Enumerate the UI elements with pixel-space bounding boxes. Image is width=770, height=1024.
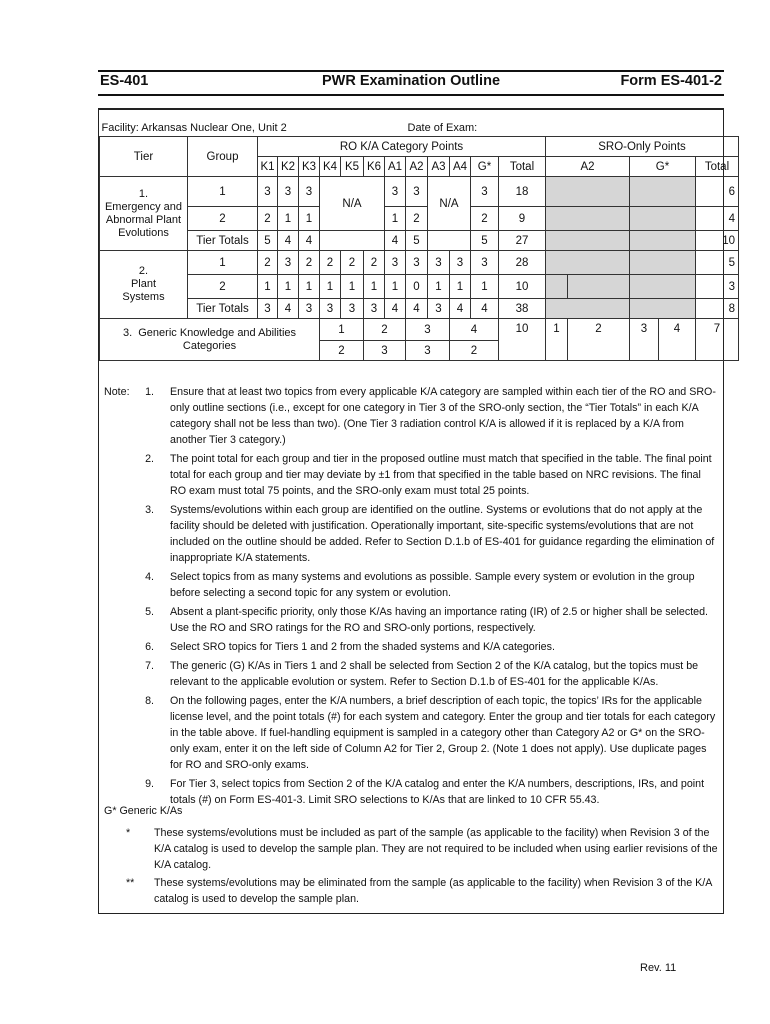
group-header: Group: [188, 137, 258, 177]
form-number: ES-401: [100, 73, 149, 89]
notes-section: [104, 384, 716, 808]
t2-g2-k4: 1: [320, 275, 341, 299]
col-a4: A4: [450, 157, 471, 177]
t1-g2-g: 2: [471, 207, 499, 231]
t2-g2-sro-a2-left: [546, 275, 568, 299]
t2-tt-k1: 3: [258, 299, 278, 319]
t1-tt-sro-g: [630, 231, 696, 251]
t1-g2-sro-a2: [546, 207, 630, 231]
t2-g1-k2: 3: [278, 251, 299, 275]
t3-cat3: 3: [406, 319, 450, 341]
t2-tt-g: 4: [471, 299, 499, 319]
revision-label: Rev. 11: [640, 962, 677, 974]
t1-g1-sro-total: 6: [696, 177, 739, 207]
t1-g1-k1: 3: [258, 177, 278, 207]
t1-g2-group: 2: [188, 207, 258, 231]
t1-g1-k3: 3: [299, 177, 320, 207]
note-item: 4. Select topics from as many systems and evolutions as possible. Sample every system or evolution in the group before selecting a second topic for any system or evolution.: [145, 571, 695, 599]
t1-tt-a2: 5: [406, 231, 428, 251]
t1-g2-sro-total: 4: [696, 207, 739, 231]
t2-g1-a1: 3: [385, 251, 406, 275]
t3-sro-cat2: 2: [568, 319, 630, 361]
col-sro-a2: A2: [546, 157, 630, 177]
t2-g1-k4: 2: [320, 251, 341, 275]
col-a3: A3: [428, 157, 450, 177]
generic-ka-heading: G* Generic K/As: [104, 805, 183, 817]
t1-g1-sro-a2: [546, 177, 630, 207]
t3-cat2-points: 3: [364, 341, 406, 361]
col-k6: K6: [364, 157, 385, 177]
t1-g1-sro-g: [630, 177, 696, 207]
t2-g2-group: 2: [188, 275, 258, 299]
t1-g1-k2: 3: [278, 177, 299, 207]
t2-g1-k5: 2: [341, 251, 364, 275]
note-item: 8. On the following pages, enter the K/A numbers, a brief description of each topic, the topics’ IRs for the applicable license level, and the point totals (#) for each system and category. Enter the group and tier totals for each category in the table above. If fuel-handling equipment is sampled in a category other than Category A2 or G* on the SRO-only exam, enter it on the left side of Column A2 for Tier 2, Group 2. (Note 1 does not apply). Use duplicate pages for RO and SRO-only exams.: [145, 695, 716, 771]
t2-g2-a3: 1: [428, 275, 450, 299]
t2-tt-a1: 4: [385, 299, 406, 319]
note-item: 1. Ensure that at least two topics from every applicable K/A category are sampled within each tier of the RO and SRO-only outline sections (i.e., except for one category in Tier 3 of the SRO-only section, the “Tier Totals” in each K/A category shall not be less than two). (One Tier 3 radiation control K/A is allowed if it is replaced by a K/A from another Tier 3 category.): [145, 386, 716, 446]
t3-cat4-points: 2: [450, 341, 499, 361]
col-total: Total: [499, 157, 546, 177]
t2-g2-k1: 1: [258, 275, 278, 299]
t2-g2-a4: 1: [450, 275, 471, 299]
t1-tt-total: 27: [499, 231, 546, 251]
t1-g2-a2: 2: [406, 207, 428, 231]
t1-tt-a-blank: [428, 231, 471, 251]
tier3-label: 3. Generic Knowledge and Abilities Categories: [100, 319, 320, 361]
t2-g2-sro-total: 3: [696, 275, 739, 299]
page-header: [98, 70, 724, 96]
col-g: G*: [471, 157, 499, 177]
t2-g2-k6: 1: [364, 275, 385, 299]
t2-g1-sro-total: 5: [696, 251, 739, 275]
t1-g1-total: 18: [499, 177, 546, 207]
t1-g1-a2: 3: [406, 177, 428, 207]
t1-tt-sro-total: 10: [696, 231, 739, 251]
t1-a-na: N/A: [428, 177, 471, 231]
tier1-label: 1. Emergency and Abnormal Plant Evolutions: [100, 177, 188, 251]
col-k2: K2: [278, 157, 299, 177]
t2-g2-a1: 1: [385, 275, 406, 299]
t1-g1-g: 3: [471, 177, 499, 207]
t2-tt-sro-g: [630, 299, 696, 319]
form-id: Form ES-401-2: [620, 73, 722, 89]
t2-g1-k1: 2: [258, 251, 278, 275]
exam-date-label: Date of Exam:: [407, 122, 478, 134]
t3-cat1-points: 2: [320, 341, 364, 361]
t1-tier-totals: Tier Totals: [188, 231, 258, 251]
t2-g1-a3: 3: [428, 251, 450, 275]
col-a2: A2: [406, 157, 428, 177]
t1-tt-k2: 4: [278, 231, 299, 251]
t2-g2-total: 10: [499, 275, 546, 299]
t1-g2-k2: 1: [278, 207, 299, 231]
t2-g1-sro-g: [630, 251, 696, 275]
t2-tt-k4: 3: [320, 299, 341, 319]
t3-sro-cat3: 3: [630, 319, 659, 361]
t2-g2-g: 1: [471, 275, 499, 299]
t1-g2-k3: 1: [299, 207, 320, 231]
t2-g2-k5: 1: [341, 275, 364, 299]
t1-g1-a1: 3: [385, 177, 406, 207]
col-k1: K1: [258, 157, 278, 177]
t2-g2-sro-a2-right: [568, 275, 630, 299]
ro-points-heading: RO K/A Category Points: [258, 137, 546, 157]
generic-note-item: * These systems/evolutions must be included as part of the sample (as applicable to the facility) when Revision 3 of the K/A catalog is used to develop the sample plan. They are not required to be included when using earlier revisions of the K/A catalog.: [126, 827, 718, 871]
tier2-label: 2. Plant Systems: [100, 251, 188, 319]
note-item: 3. Systems/evolutions within each group are identified on the outline. Systems or evolutions that do not apply at the facility should be deleted with justification. Operationally important, site-specific systems/evolutions that are not included on the outline should be added. Refer to Section D.1.b of ES-401 for guidance regarding the elimination of inappropriate K/A statements.: [145, 504, 715, 564]
col-a1: A1: [385, 157, 406, 177]
t3-total: 10: [499, 319, 546, 361]
t3-cat2: 2: [364, 319, 406, 341]
t2-tt-k2: 4: [278, 299, 299, 319]
t1-g2-k1: 2: [258, 207, 278, 231]
note-item: 2. The point total for each group and tier in the proposed outline must match that specified in the table. The final point total for each group and tier may deviate by ±1 from that specified in the table based on NRC revisions. The final RO exam must total 75 points, and the SRO-only exam must total 25 points.: [145, 453, 712, 497]
t1-tt-k3: 4: [299, 231, 320, 251]
col-k4: K4: [320, 157, 341, 177]
note-item: 5. Absent a plant-specific priority, only those K/As having an importance rating (IR) of 2.5 or higher shall be selected. Use the RO and SRO ratings for the RO and SRO-only portions, respectively.: [145, 606, 709, 634]
col-k3: K3: [299, 157, 320, 177]
col-k5: K5: [341, 157, 364, 177]
note-item: 6. Select SRO topics for Tiers 1 and 2 from the shaded systems and K/A categories.: [145, 641, 555, 653]
t3-sro-cat4: 4: [659, 319, 696, 361]
t2-tt-k3: 3: [299, 299, 320, 319]
t2-tt-a2: 4: [406, 299, 428, 319]
t3-cat3-points: 3: [406, 341, 450, 361]
t2-g1-g: 3: [471, 251, 499, 275]
t1-g2-a1: 1: [385, 207, 406, 231]
t2-g2-k2: 1: [278, 275, 299, 299]
generic-note-item: ** These systems/evolutions may be eliminated from the sample (as applicable to the facility) when Revision 3 of the K/A catalog is used to develop the sample plan.: [126, 877, 712, 905]
t2-g2-k3: 1: [299, 275, 320, 299]
t1-tt-g: 5: [471, 231, 499, 251]
col-sro-total: Total: [696, 157, 739, 177]
t1-tt-sro-a2: [546, 231, 630, 251]
t2-tt-sro-total: 8: [696, 299, 739, 319]
t2-tt-a3: 3: [428, 299, 450, 319]
note-item: 9. For Tier 3, select topics from Section 2 of the K/A catalog and enter the K/A numbers, descriptions, IRs, and point totals (#) on Form ES-401-3. Limit SRO selections to K/As that are linked to 10 CFR 55.43.: [145, 778, 705, 806]
facility-label: Facility: Arkansas Nuclear One, Unit 2: [101, 122, 287, 134]
sro-points-heading: SRO-Only Points: [546, 137, 739, 157]
t3-cat4: 4: [450, 319, 499, 341]
t2-g2-a2: 0: [406, 275, 428, 299]
col-sro-g: G*: [630, 157, 696, 177]
t2-tt-k5: 3: [341, 299, 364, 319]
t3-cat1: 1: [320, 319, 364, 341]
t2-tt-k6: 3: [364, 299, 385, 319]
t1-tt-k1: 5: [258, 231, 278, 251]
page-title: PWR Examination Outline: [321, 73, 501, 89]
t2-g1-a2: 3: [406, 251, 428, 275]
t3-sro-total: 7: [696, 319, 739, 361]
t2-g1-a4: 3: [450, 251, 471, 275]
t2-tier-totals: Tier Totals: [188, 299, 258, 319]
t1-k-na: N/A: [320, 177, 385, 231]
t1-tt-k-blank: [320, 231, 385, 251]
note-item: 7. The generic (G) K/As in Tiers 1 and 2 shall be selected from Section 2 of the K/A catalog, but the topics must be relevant to the applicable evolution or system. Refer to Section D.1.b of ES-401 for the applicable K/As.: [145, 660, 699, 688]
tier-header: Tier: [100, 137, 188, 177]
t1-g1-group: 1: [188, 177, 258, 207]
t2-g1-total: 28: [499, 251, 546, 275]
t1-tt-a1: 4: [385, 231, 406, 251]
notes-label: Note:: [104, 386, 130, 398]
t2-g1-sro-a2: [546, 251, 630, 275]
t2-g1-k3: 2: [299, 251, 320, 275]
t2-g1-k6: 2: [364, 251, 385, 275]
t1-g2-total: 9: [499, 207, 546, 231]
t2-g1-group: 1: [188, 251, 258, 275]
outline-table: [99, 120, 739, 361]
t2-tt-sro-a2: [546, 299, 630, 319]
t3-sro-cat1: 1: [546, 319, 568, 361]
t1-g2-sro-g: [630, 207, 696, 231]
t2-tt-total: 38: [499, 299, 546, 319]
t2-g2-sro-g: [630, 275, 696, 299]
t2-tt-a4: 4: [450, 299, 471, 319]
